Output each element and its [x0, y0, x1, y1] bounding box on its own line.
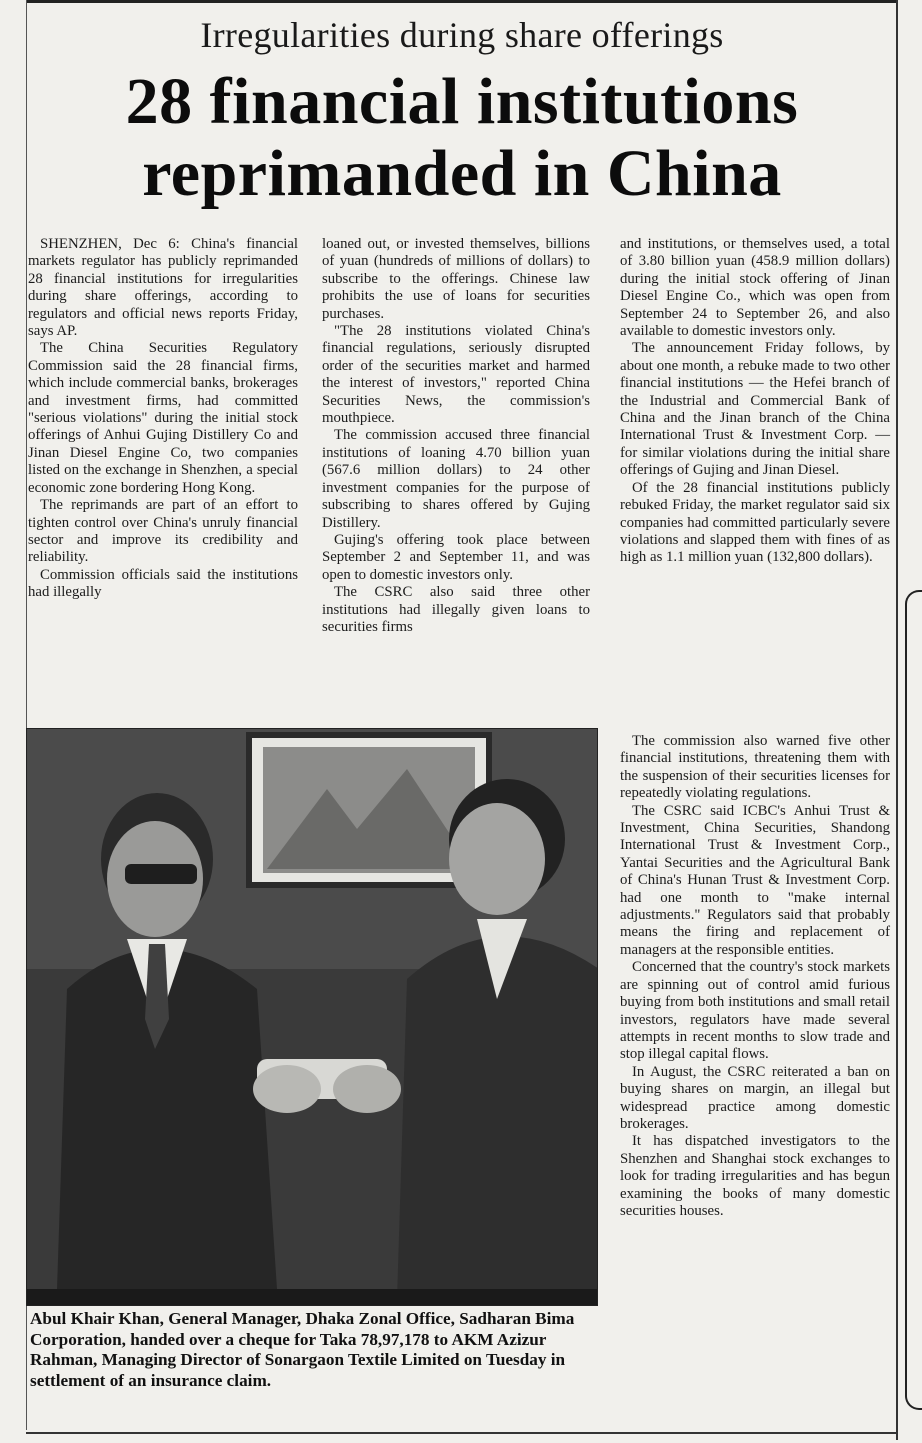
paragraph: Of the 28 financial institutions publicly rebuked Friday, the market regulator said six companies had committed particularly severe violations and slapped them with fines of as high as 1.1 million yuan (132,800 dollars). [620, 479, 890, 566]
paragraph: The reprimands are part of an effort to tighten control over China's unruly financial sector and improve its credibility and reliability. [28, 497, 298, 566]
paragraph: The CSRC also said three other institutions had illegally given loans to securities firms [322, 584, 590, 635]
adjacent-article-box [905, 590, 922, 1410]
paragraph: "The 28 institutions violated China's financial regulations, seriously disrupted order of the securities market and harmed the interest of investors," reported China Securities News, the commission's mouthpiece. [322, 323, 590, 427]
news-photo [26, 728, 598, 1306]
top-rule [26, 0, 898, 3]
article-column-1 [28, 236, 298, 602]
paragraph: The China Securities Regulatory Commission said the 28 financial firms, which include commercial banks, brokerages and investment firms, had committed "serious violations" during the initial stock offerings of Anhui Gujing Distillery Co and Jinan Diesel Engine Co, two companies listed on the exchange in Shenzhen, a special economic zone bordering Hong Kong. [28, 340, 298, 496]
right-border [896, 0, 898, 1440]
headline [26, 66, 898, 210]
bottom-rule [26, 1432, 898, 1434]
headline-line-1: 28 financial institutions [125, 65, 799, 138]
paragraph: The commission accused three financial institutions of loaning 4.70 billion yuan (567.6 million dollars) to 24 other investment companies for the purpose of subscribing to shares offered by Gujing Distillery. [322, 427, 590, 531]
paragraph: In August, the CSRC reiterated a ban on buying shares on margin, an illegal but widespread practice among domestic brokerages. [620, 1063, 890, 1132]
article-column-2 [322, 236, 590, 636]
photo-caption: Abul Khair Khan, General Manager, Dhaka Zonal Office, Sadharan Bima Corporation, handed over a cheque for Taka 78,97,178 to AKM Azizur Rahman, Managing Director of Sonargaon Textile Limited on Tuesday in settlement of an insurance claim. [30, 1309, 575, 1390]
paragraph: The commission also warned five other financial institutions, threatening them with the suspension of their securities licenses for repeatedly violating regulations. [620, 733, 890, 802]
paragraph: Commission officials said the institutions had illegally [28, 566, 298, 601]
article-column-3-continued [620, 733, 890, 1220]
photo-illustration [27, 729, 598, 1306]
kicker: Irregularities during share offerings [200, 15, 724, 55]
paragraph: Concerned that the country's stock markets are spinning out of control amid furious buying from both institutions and small retail investors, regulators have made several attempts in recent months to slow trade and stop illegal capital flows. [620, 959, 890, 1063]
paragraph: It has dispatched investigators to the Shenzhen and Shanghai stock exchanges to look for trading irregularities and has begun examining the books of many domestic securities houses. [620, 1133, 890, 1219]
headline-line-2: reprimanded in China [142, 137, 782, 210]
paragraph: The CSRC said ICBC's Anhui Trust & Investment, China Securities, Shandong International Trust & Investment Corp., Yantai Securities and the Agricultural Bank of China's Hunan Trust & Investment Corp. had one month to "make internal adjustments." Regulators said that probably means the firing and replacement of managers at the responsible entities. [620, 802, 890, 958]
paragraph: loaned out, or invested themselves, billions of yuan (hundreds of millions of dollars) to subscribe to the offerings. Chinese law prohibits the use of loans for securities purchases. [322, 236, 590, 322]
paragraph: and institutions, or themselves used, a total of 3.80 billion yuan (458.9 million dollars) during the initial stock offering of Jinan Diesel Engine Co., which was open from September 24 to September 26, and also available to domestic investors only. [620, 236, 890, 340]
paragraph: Gujing's offering took place between September 2 and September 11, and was open to domestic investors only. [322, 531, 590, 583]
article-column-3 [620, 236, 890, 567]
paragraph: SHENZHEN, Dec 6: China's financial markets regulator has publicly reprimanded 28 financial institutions for irregularities during share offerings, according to regulators and official news reports Friday, says AP. [28, 236, 298, 340]
paragraph: The announcement Friday follows, by about one month, a rebuke made to two other financial institutions — the Hefei branch of the Industrial and Commercial Bank of China and the Jinan branch of the China International Trust & Investment Corp. — for similar violations during the initial share offerings of Gujing and Jinan Diesel. [620, 340, 890, 479]
